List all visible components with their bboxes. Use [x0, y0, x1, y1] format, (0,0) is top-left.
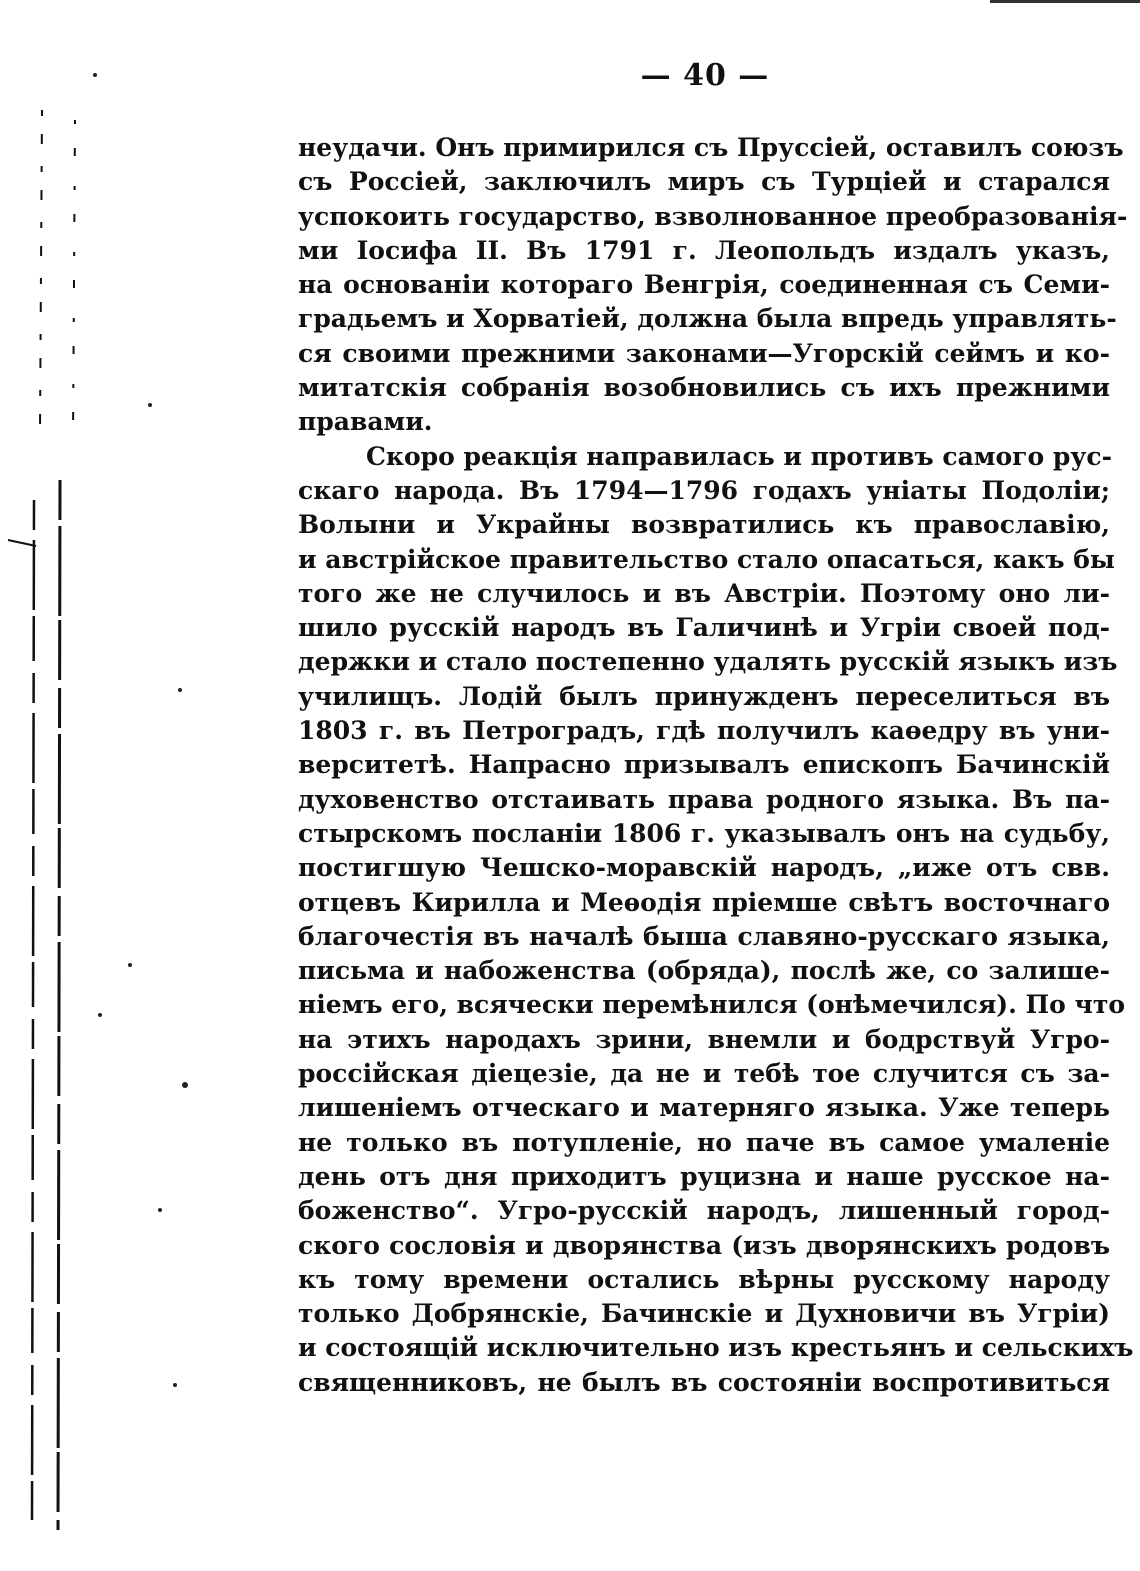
- text-line: только Добрянскіе, Бачинскіе и Духновичи въ Угріи): [298, 1299, 1110, 1329]
- text-line: письма и набоженства (обряда), послѣ же, со залише-: [298, 956, 1110, 986]
- text-line: ніемъ его, всячески перемѣнился (онѣмечился). По что: [298, 990, 1125, 1020]
- text-line: постигшую Чешско-моравскій народъ, „иже отъ свв.: [298, 853, 1110, 883]
- text-line: отцевъ Кирилла и Меѳодія пріемше свѣтъ восточнаго: [298, 887, 1110, 917]
- text-line: на этихъ народахъ зрини, внемли и бодрствуй Угро-: [298, 1024, 1110, 1054]
- text-line: и австрійское правительство стало опасаться, какъ бы: [298, 544, 1115, 574]
- text-line: съ Россіей, заключилъ миръ съ Турціей и старался: [298, 167, 1110, 197]
- text-line: Волыни и Украйны возвратились къ православію,: [298, 510, 1110, 540]
- text-line: къ тому времени остались вѣрны русскому народу: [298, 1264, 1110, 1294]
- text-line: на основаніи котораго Венгрія, соединенная съ Семи-: [298, 270, 1110, 300]
- text-line: день отъ дня приходитъ руцизна и наше русское на-: [298, 1161, 1110, 1191]
- text-line: ского сословія и дворянства (изъ дворянскихъ родовъ: [298, 1230, 1110, 1260]
- text-line: 1803 г. въ Петроградъ, гдѣ получилъ каөедру въ уни-: [298, 716, 1110, 746]
- text-line: благочестія въ началѣ быша славяно-русскаго языка,: [298, 921, 1110, 951]
- scan-edge-rule: [990, 0, 1140, 3]
- text-line: градьемъ и Хорватіей, должна была впредь управлять-: [298, 304, 1117, 334]
- text-line: митатскія собранія возобновились съ ихъ прежними: [298, 373, 1110, 403]
- text-line: не только въ потупленіе, но паче въ самое умаленіе: [298, 1127, 1110, 1157]
- scan-margin-artifacts: [0, 0, 200, 1567]
- text-line: держки и стало постепенно удалять русскій языкъ изъ: [298, 647, 1118, 677]
- text-line: Скоро реакція направилась и противъ самого рус-: [366, 441, 1112, 471]
- text-line: священниковъ, не былъ въ состояніи воспротивиться: [298, 1367, 1110, 1397]
- text-line: ся своими прежними законами—Угорскій сеймъ и ко-: [298, 338, 1110, 368]
- text-line: стырскомъ посланіи 1806 г. указывалъ онъ на судьбу,: [298, 818, 1110, 848]
- text-line: правами.: [298, 407, 433, 437]
- text-line: ми Іосифа II. Въ 1791 г. Леопольдъ издалъ указъ,: [298, 235, 1110, 265]
- text-line: духовенство отстаивать права родного языка. Въ па-: [298, 784, 1110, 814]
- page-number: — 40 —: [640, 58, 770, 93]
- text-line: успокоить государство, взволнованное преобразованія-: [298, 201, 1128, 231]
- body-text: [298, 131, 1134, 1400]
- text-line: боженство“. Угро-русскій народъ, лишенный город-: [298, 1196, 1110, 1226]
- text-line: училищъ. Лодій былъ принужденъ переселиться въ: [298, 681, 1110, 711]
- text-line: неудачи. Онъ примирился съ Пруссіей, оставилъ союзъ: [298, 133, 1124, 162]
- text-line: того же не случилось и въ Австріи. Поэтому оно ли-: [298, 578, 1110, 608]
- margin-speckle-graphic: [0, 0, 200, 1567]
- text-line: и состоящій исключительно изъ крестьянъ и сельскихъ: [298, 1333, 1134, 1363]
- text-line: скаго народа. Въ 1794—1796 годахъ уніаты Подоліи;: [298, 475, 1110, 505]
- text-line: верситетѣ. Напрасно призывалъ епископъ Бачинскій: [298, 750, 1110, 780]
- text-line: шило русскій народъ въ Галичинѣ и Угріи своей под-: [298, 613, 1110, 643]
- text-line: россійская діецезіе, да не и тебѣ тое случится съ за-: [298, 1059, 1110, 1089]
- text-line: лишеніемъ отческаго и матерняго языка. Уже теперь: [298, 1093, 1110, 1123]
